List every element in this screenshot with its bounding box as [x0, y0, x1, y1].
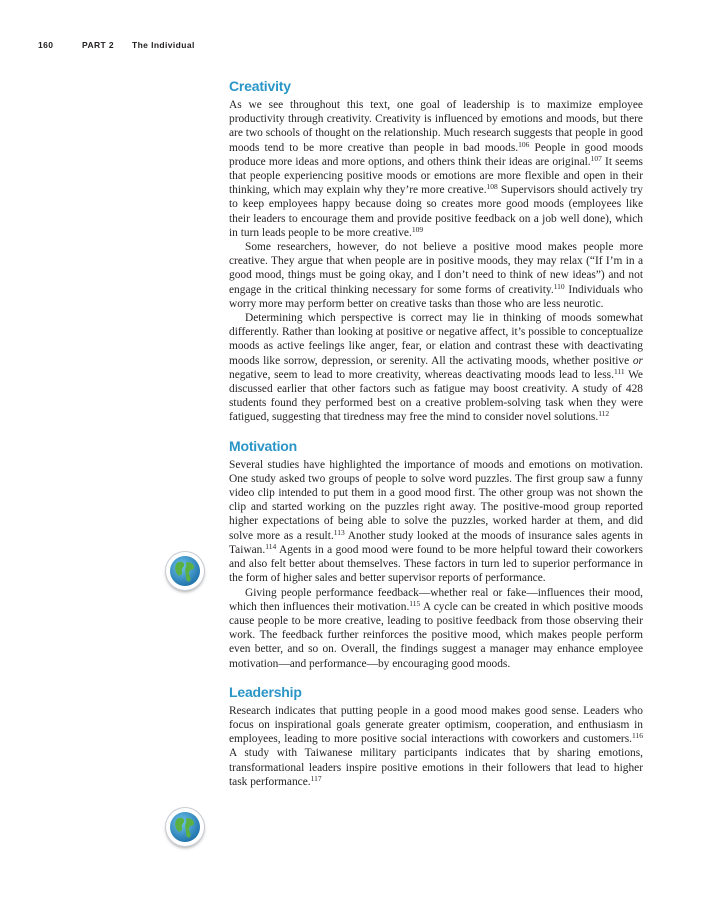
text-run: Research indicates that putting people in a good mood makes good sense. Leaders who focus on inspirational goals generate greater optimism, cooperation, and enthusiasm in employees, leading to more positive social interactions with coworkers and customers. — [229, 704, 643, 746]
endnote-ref[interactable]: 109 — [411, 224, 424, 234]
endnote-ref[interactable]: 117 — [310, 773, 322, 783]
globe-icon[interactable] — [166, 808, 204, 846]
paragraph — [229, 240, 643, 311]
section-heading: Motivation — [229, 437, 297, 454]
running-header — [38, 40, 195, 50]
paragraph — [229, 586, 643, 671]
globe-icon[interactable] — [166, 552, 204, 590]
endnote-ref[interactable]: 107 — [590, 153, 602, 163]
endnote-ref[interactable]: 112 — [598, 409, 610, 419]
part-title: The Individual — [132, 40, 195, 50]
text-run: We discussed earlier that other factors such as fatigue may boost creativity. A study of 428 students found they performed best on a creative problem-solving task when they were fatigued, suggesting that tiredness may free the mind to consider novel solutions. — [229, 368, 643, 424]
main-content — [229, 78, 643, 802]
text-run: Determining which perspective is correct may lie in thinking of moods somewhat differently. Rather than looking at positive or negative affect, it’s possible to conceptualize moods as active feelings like anger, fear, or elation and contrast these with deactivating moods like sorrow, depression, or serenity. All the activating moods, whether positive — [229, 312, 643, 367]
text-run: People in good moods produce more ideas and more options, and others think their ideas are original. — [229, 141, 643, 168]
endnote-ref[interactable]: 106 — [518, 139, 530, 149]
text-run: Several studies have highlighted the importance of moods and emotions on motivation. One study asked two groups of people to solve word puzzles. The first group saw a funny video clip intended to put them in a good mood first. The other group was not shown the clip and started working on the puzzles right away. The positive-mood group reported higher expectations of being able to solve the puzzles, worked harder at them, and did solve more as a result. — [229, 458, 643, 542]
section-creativity — [229, 78, 643, 425]
page-number: 160 — [38, 40, 54, 50]
section-heading: Creativity — [229, 78, 291, 94]
text-run: A cycle can be created in which positive moods cause people to be more creative, leading to positive feedback from those observing their work. The feedback further reinforces the positive mood, which makes people perform even better, and so on. Overall, the findings suggest a manager may enhance employee motivation—and performance—by encouraging good moods. — [229, 600, 643, 670]
text-run: Another study looked at the moods of insurance sales agents in Taiwan. — [229, 529, 643, 556]
text-run: Agents in a good mood were found to be more helpful toward their coworkers and also felt better about themselves. These factors in turn led to superior performance in the form of higher sales and better supervisor reports of performance. — [229, 543, 643, 585]
endnote-ref[interactable]: 113 — [333, 527, 345, 537]
endnote-ref[interactable]: 110 — [553, 281, 565, 291]
paragraph — [229, 704, 643, 789]
section-leadership — [229, 684, 643, 789]
text-run: Supervisors should actively try to keep employees happy because doing so creates more good moods (employees like their leaders to encourage them and provide positive feedback on a job well done), which in turn leads people to be more creative. — [229, 184, 644, 239]
endnote-ref[interactable]: 115 — [409, 598, 421, 608]
endnote-ref[interactable]: 116 — [632, 731, 643, 741]
text-run: Giving people performance feedback—whether real or fake—influences their mood, which then influences their motivation. — [229, 586, 643, 613]
text-run: A study with Taiwanese military participants indicates that by sharing emotions, transformational leaders inspire positive emotions in their followers that lead to higher task performance. — [229, 747, 643, 788]
text-run: negative, seem to lead to more creativity, whereas deactivating moods lead to less. — [229, 368, 614, 381]
endnote-ref[interactable]: 108 — [486, 182, 498, 192]
paragraph — [229, 98, 643, 240]
text-run: Some researchers, however, do not believe a positive mood makes people more creative. They argue that when people are in positive moods, they may relax (“If I’m in a good mood, things must be going okay, and I don’t need to think of new ideas”) and not engage in the critical thinking necessary for some forms of creativity. — [229, 241, 643, 296]
text-run: As we see throughout this text, one goal of leadership is to maximize employee productivity through creativity. Creativity is influenced by emotions and moods, but there are two schools of thought on the relationship. Much research suggests that people in good moods tend to be more creative than people in bad moods. — [229, 99, 643, 154]
endnote-ref[interactable]: 111 — [613, 366, 625, 376]
emphasis-text: or — [632, 354, 643, 367]
section-heading: Leadership — [229, 683, 302, 700]
paragraph — [229, 311, 643, 425]
endnote-ref[interactable]: 114 — [265, 541, 277, 551]
text-run: It seems that people experiencing positive moods or emotions are more flexible and open in their thinking, which may explain why they’re more creative. — [229, 155, 643, 197]
section-motivation — [229, 438, 643, 671]
part-label: PART 2 — [82, 40, 114, 50]
text-run: Individuals who worry more may perform better on creative tasks than those who are less neurotic. — [229, 283, 643, 310]
paragraph — [229, 458, 643, 586]
